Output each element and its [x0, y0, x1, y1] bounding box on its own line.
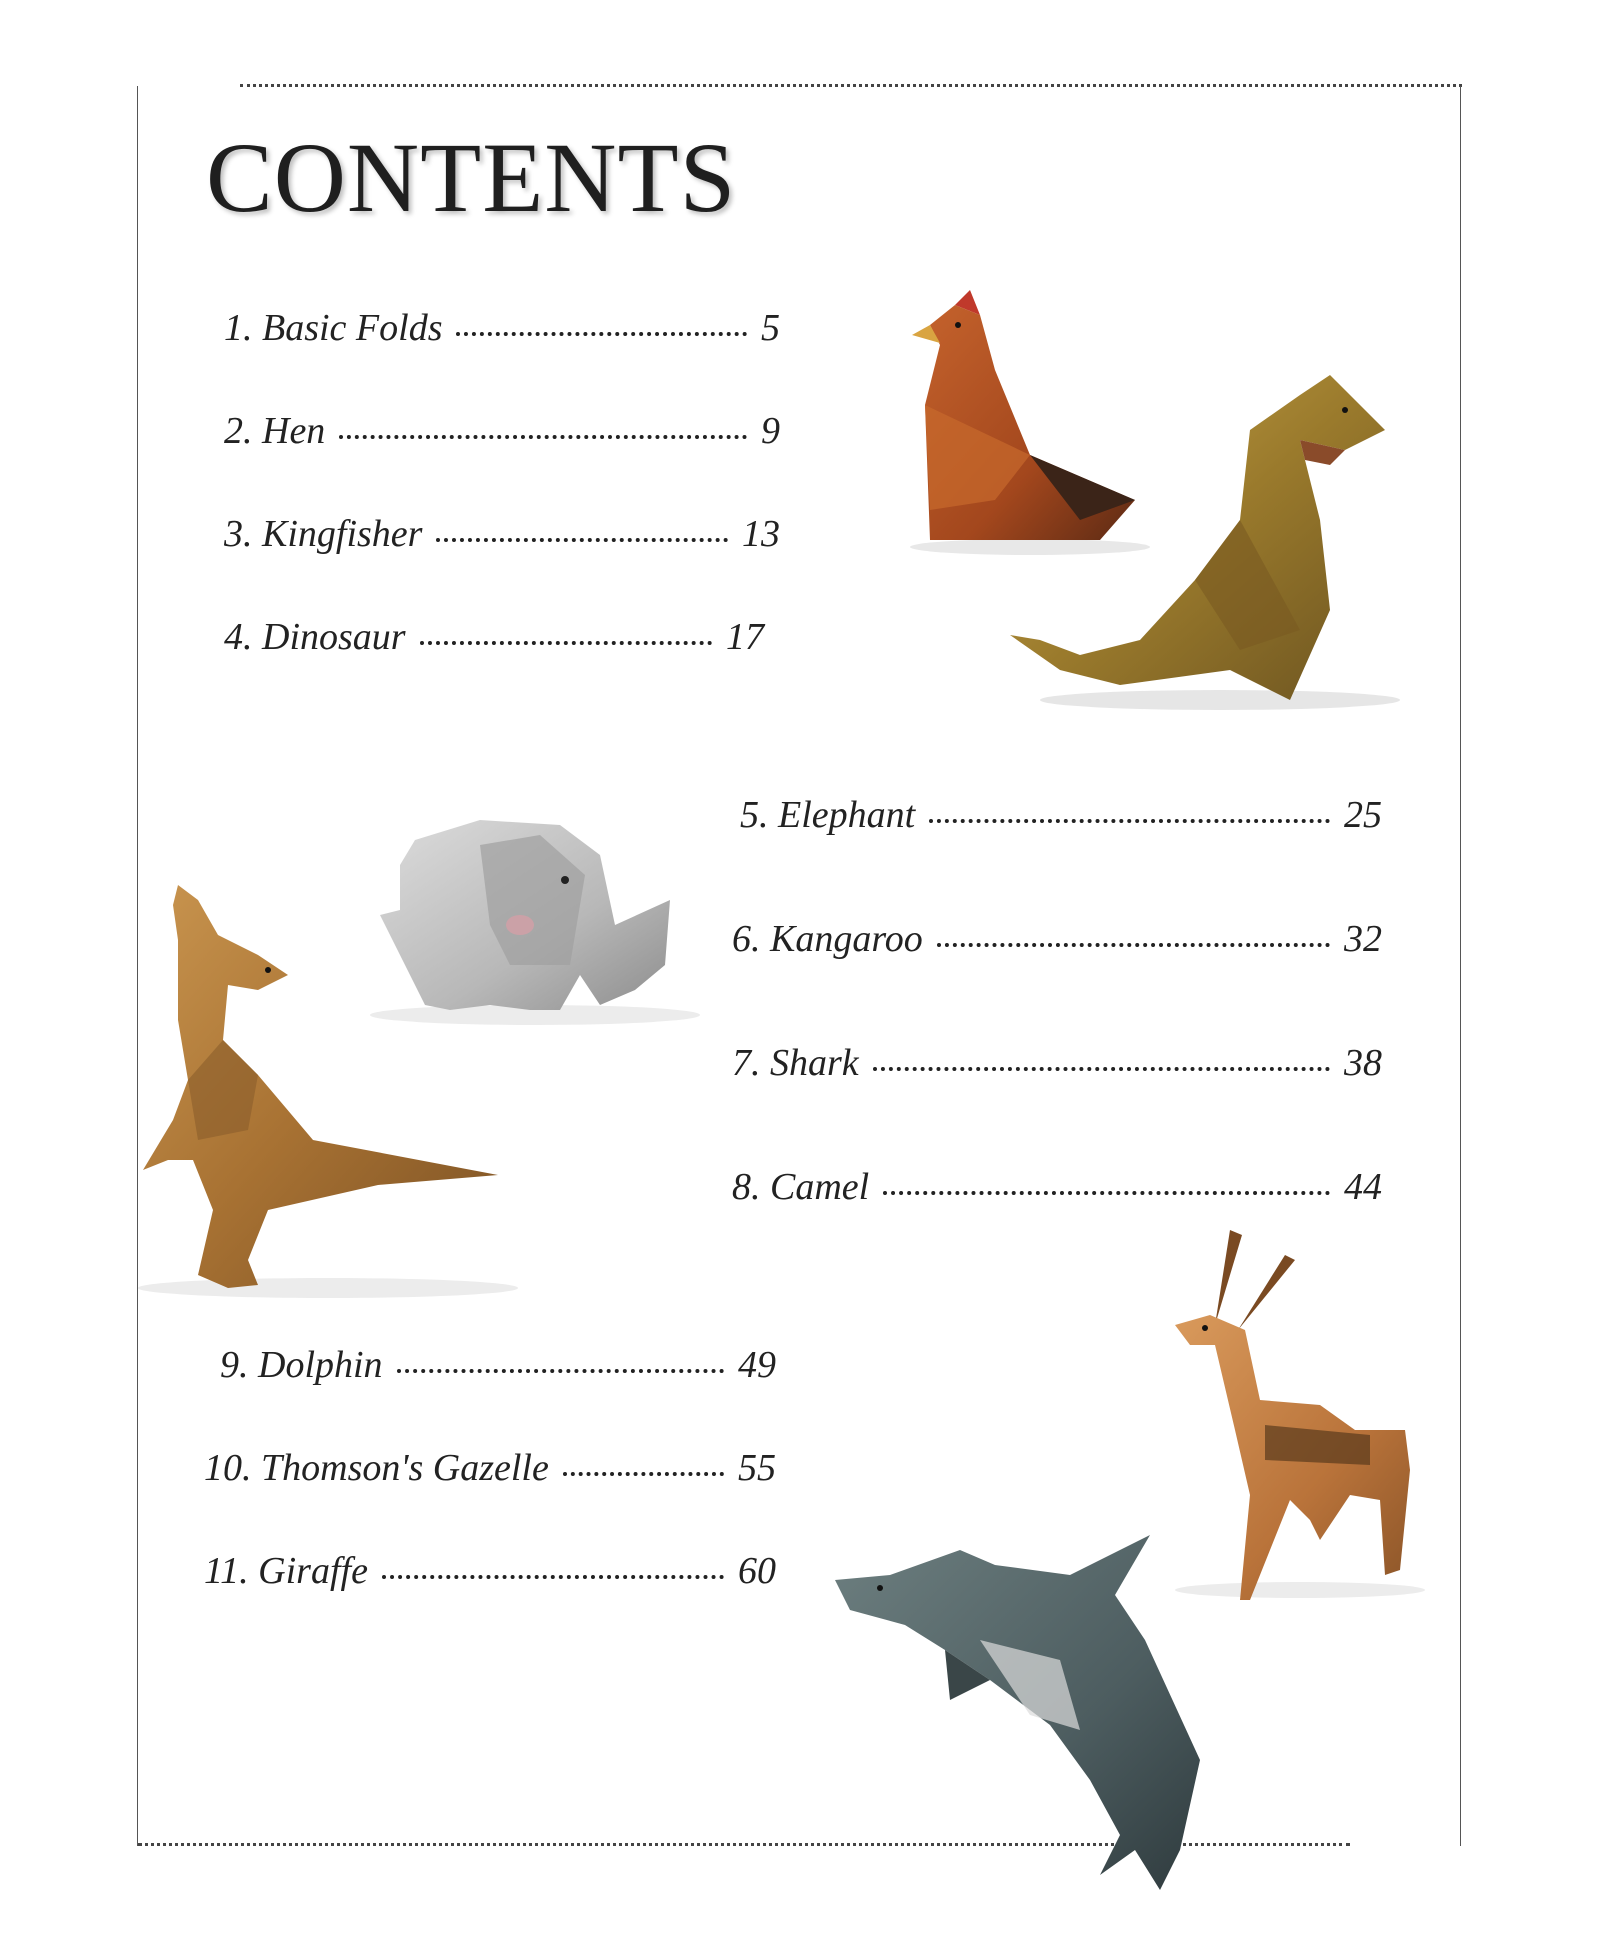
toc-entry-label: 9. Dolphin	[220, 1344, 383, 1386]
top-dotted-rule	[240, 84, 1462, 87]
toc-entry-page: 55	[738, 1447, 776, 1489]
toc-entry-label: 2. Hen	[224, 410, 326, 452]
toc-entry-page: 17	[726, 616, 764, 658]
dot-leader	[456, 332, 747, 336]
toc-entry-elephant[interactable]	[740, 793, 1382, 837]
toc-entry-hen[interactable]	[224, 409, 780, 453]
toc-entry-kingfisher[interactable]	[224, 512, 780, 556]
toc-entry-page: 25	[1344, 794, 1382, 836]
toc-entry-shark[interactable]	[732, 1041, 1382, 1085]
toc-entry-page: 38	[1344, 1042, 1382, 1084]
toc-entry-page: 60	[738, 1550, 776, 1592]
toc-entry-page: 32	[1344, 918, 1382, 960]
dot-leader	[436, 538, 728, 542]
dot-leader	[563, 1472, 724, 1476]
toc-entry-label: 5. Elephant	[740, 794, 916, 836]
toc-entry-page: 44	[1344, 1166, 1382, 1208]
toc-entry-kangaroo[interactable]	[732, 917, 1382, 961]
toc-entry-basic-folds[interactable]	[224, 306, 780, 350]
dot-leader	[929, 819, 1330, 823]
dot-leader	[339, 435, 747, 439]
origami-kangaroo-image	[138, 880, 518, 1300]
dot-leader	[420, 641, 712, 645]
toc-entry-label: 3. Kingfisher	[224, 513, 423, 555]
dot-leader	[382, 1575, 724, 1579]
dot-leader	[883, 1191, 1330, 1195]
toc-entry-label: 11. Giraffe	[204, 1550, 368, 1592]
origami-dolphin-image	[830, 1530, 1230, 1900]
dot-leader	[937, 943, 1330, 947]
page-title: CONTENTS	[206, 122, 737, 233]
toc-entry-dolphin[interactable]	[220, 1343, 776, 1387]
toc-entry-page: 5	[761, 307, 780, 349]
toc-entry-label: 1. Basic Folds	[224, 307, 443, 349]
dot-leader	[397, 1369, 724, 1373]
toc-entry-label: 6. Kangaroo	[732, 918, 923, 960]
toc-entry-thomsons-gazelle[interactable]	[204, 1446, 776, 1490]
toc-entry-camel[interactable]	[732, 1165, 1382, 1209]
toc-entry-dinosaur[interactable]	[224, 615, 764, 659]
toc-entry-page: 13	[742, 513, 780, 555]
toc-entry-label: 4. Dinosaur	[224, 616, 406, 658]
origami-dinosaur-image	[1000, 370, 1400, 710]
right-border	[1460, 86, 1461, 1846]
toc-entry-label: 10. Thomson's Gazelle	[204, 1447, 549, 1489]
toc-entry-giraffe[interactable]	[204, 1549, 776, 1593]
toc-entry-page: 49	[738, 1344, 776, 1386]
toc-entry-label: 8. Camel	[732, 1166, 870, 1208]
toc-entry-label: 7. Shark	[732, 1042, 859, 1084]
dot-leader	[873, 1067, 1330, 1071]
toc-entry-page: 9	[761, 410, 780, 452]
